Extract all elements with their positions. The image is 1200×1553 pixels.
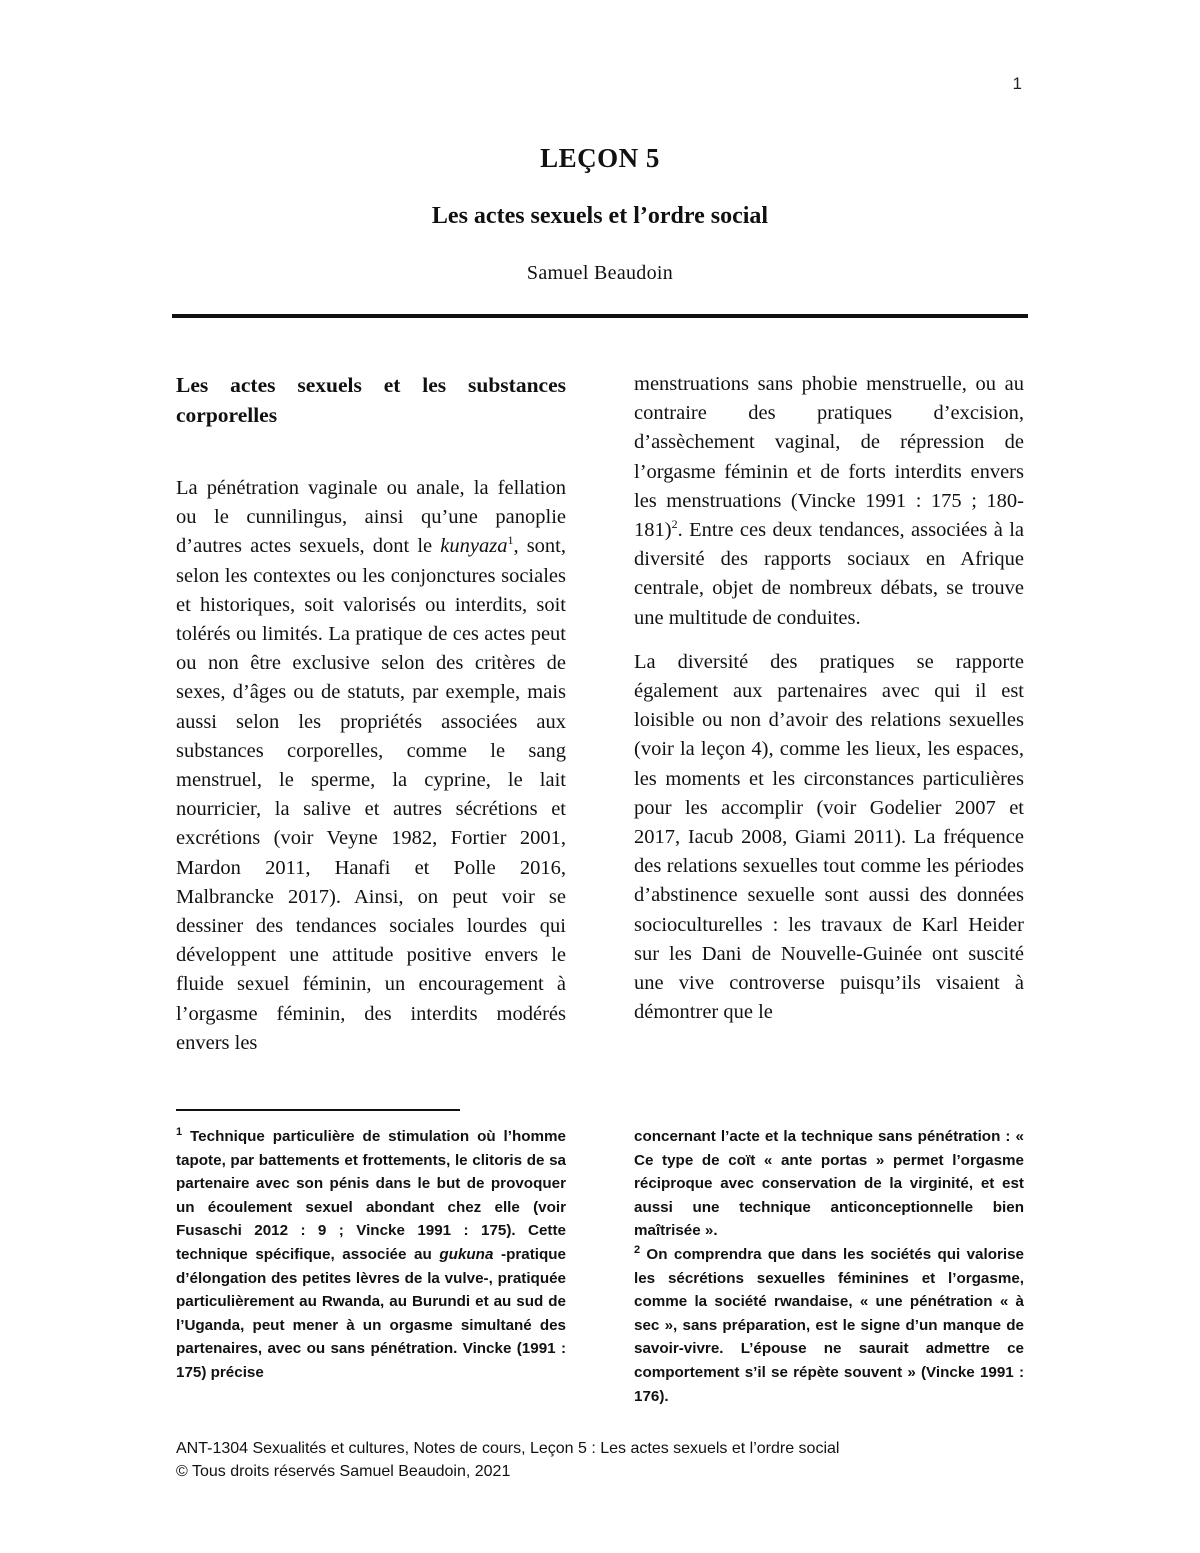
footnotes-right	[634, 1125, 1024, 1408]
right-column	[634, 370, 1024, 1042]
footnote-ref-1[interactable]: 1	[507, 533, 514, 548]
lesson-title: LEÇON 5	[540, 143, 660, 173]
author-name: Samuel Beaudoin	[526, 262, 674, 284]
header-divider	[172, 314, 1028, 318]
term-gukuna: gukuna	[439, 1245, 494, 1263]
footnote-1-text-b: -pratique d’élongation des petites lèvres de la vulve-, pratiquée particulièrement au Rwanda, au Burundi et au sud de l’Uganda, peut mener à un orgasme simultané des partenaires, avec ou sans pénétration. Vincke (1991 : 175) précise	[176, 1245, 566, 1381]
footnote-2-text: On comprendra que dans les sociétés qui valorise les sécrétions sexuelles féminines et l’orgasme, comme la société rwandaise, « une pénétration « à sec », sans préparation, est le signe d’un manque de savoir-vivre. L’épouse ne saurait admettre ce comportement s’il se répète souvent » (Vincke 1991 : 176).	[634, 1245, 1024, 1405]
right-paragraph-1-text-a: menstruations sans phobie menstruelle, ou au contraire des pratiques d’excision, d’assèchement vaginal, de répression de l’orgasme féminin et de forts interdits envers les menstruations (Vincke 1991 : 175 ; 180-181)	[634, 373, 1024, 542]
left-paragraph	[176, 474, 566, 1058]
right-paragraph-2: La diversité des pratiques se rapporte également aux partenaires avec qui il est loisible ou non d’avoir des relations sexuelles (voir la leçon 4), comme les lieux, les espaces, les moments et les circonstances particulières pour les accomplir (voir Godelier 2007 et 2017, Iacub 2008, Giami 2011). La fréquence des relations sexuelles tout comme les périodes d’abstinence sexuelle sont aussi des données socioculturelles : les travaux de Karl Heider sur les Dani de Nouvelle-Guinée ont suscité une vive controverse puisqu’ils visaient à démontrer que le	[634, 650, 1024, 1024]
term-kunyaza: kunyaza	[440, 535, 508, 558]
left-column	[176, 370, 566, 1073]
footnote-divider	[176, 1109, 460, 1111]
right-paragraph-1-text-b: . Entre ces deux tendances, associées à la diversité des rapports sociaux en Afrique centrale, objet de nombreux débats, se trouve une multitude de conduites.	[634, 519, 1024, 629]
footnotes-left	[176, 1125, 566, 1385]
footnote-ref-2[interactable]: 2	[671, 517, 678, 532]
footnote-1-marker: 1	[176, 1125, 183, 1138]
left-paragraph-text-a: La pénétration vaginale ou anale, la fellation ou le cunnilingus, ainsi qu’une panoplie d’autres actes sexuels, dont le	[176, 477, 566, 558]
footnote-1-continued: concernant l’acte et la technique sans pénétration : « Ce type de coït « ante portas » permet l’orgasme réciproque avec conservation de la virginité, et est aussi une technique anticonceptionnelle bien maîtrisée ».	[634, 1128, 1024, 1240]
page-footer	[176, 1437, 839, 1483]
left-paragraph-text-b: , sont, selon les contextes ou les conjonctures sociales et historiques, soit valorisés ou interdits, soit tolérés ou limités. La pratique de ces actes peut ou non être exclusive selon des critères de sexes, d’âges ou de statuts, par exemple, mais aussi selon les propriétés associées aux substances corporelles, comme le sang menstruel, le sperme, la cyprine, le lait nourricier, la salive et autres sécrétions et excrétions (voir Veyne 1982, Fortier 2001, Mardon 2011, Hanafi et Polle 2016, Malbrancke 2017). Ainsi, on peut voir se dessiner des tendances sociales lourdes qui développent une attitude positive envers le fluide sexuel féminin, un encouragement à l’orgasme féminin, des interdits modérés envers les	[176, 535, 566, 1054]
section-heading: Les actes sexuels et les substances corporelles	[176, 373, 566, 427]
right-paragraph-1	[634, 370, 1024, 633]
footnote-1-text-a: Technique particulière de stimulation où l’homme tapote, par battements et frottements, le clitoris de sa partenaire avec son pénis dans le but de provoquer un écoulement sexuel abondant chez elle (voir Fusaschi 2012 : 9 ; Vincke 1991 : 175). Cette technique spécifique, associée au	[176, 1128, 566, 1263]
page-number: 1	[1012, 74, 1022, 93]
lesson-subtitle: Les actes sexuels et l’ordre social	[431, 203, 769, 229]
footnote-2	[634, 1243, 1024, 1408]
footnote-1	[176, 1125, 566, 1385]
footer-course-line: ANT-1304 Sexualités et cultures, Notes de cours, Leçon 5 : Les actes sexuels et l’ordre social	[176, 1440, 840, 1457]
footer-copyright: © Tous droits réservés Samuel Beaudoin, 2021	[176, 1463, 511, 1480]
footnote-2-marker: 2	[634, 1243, 641, 1256]
